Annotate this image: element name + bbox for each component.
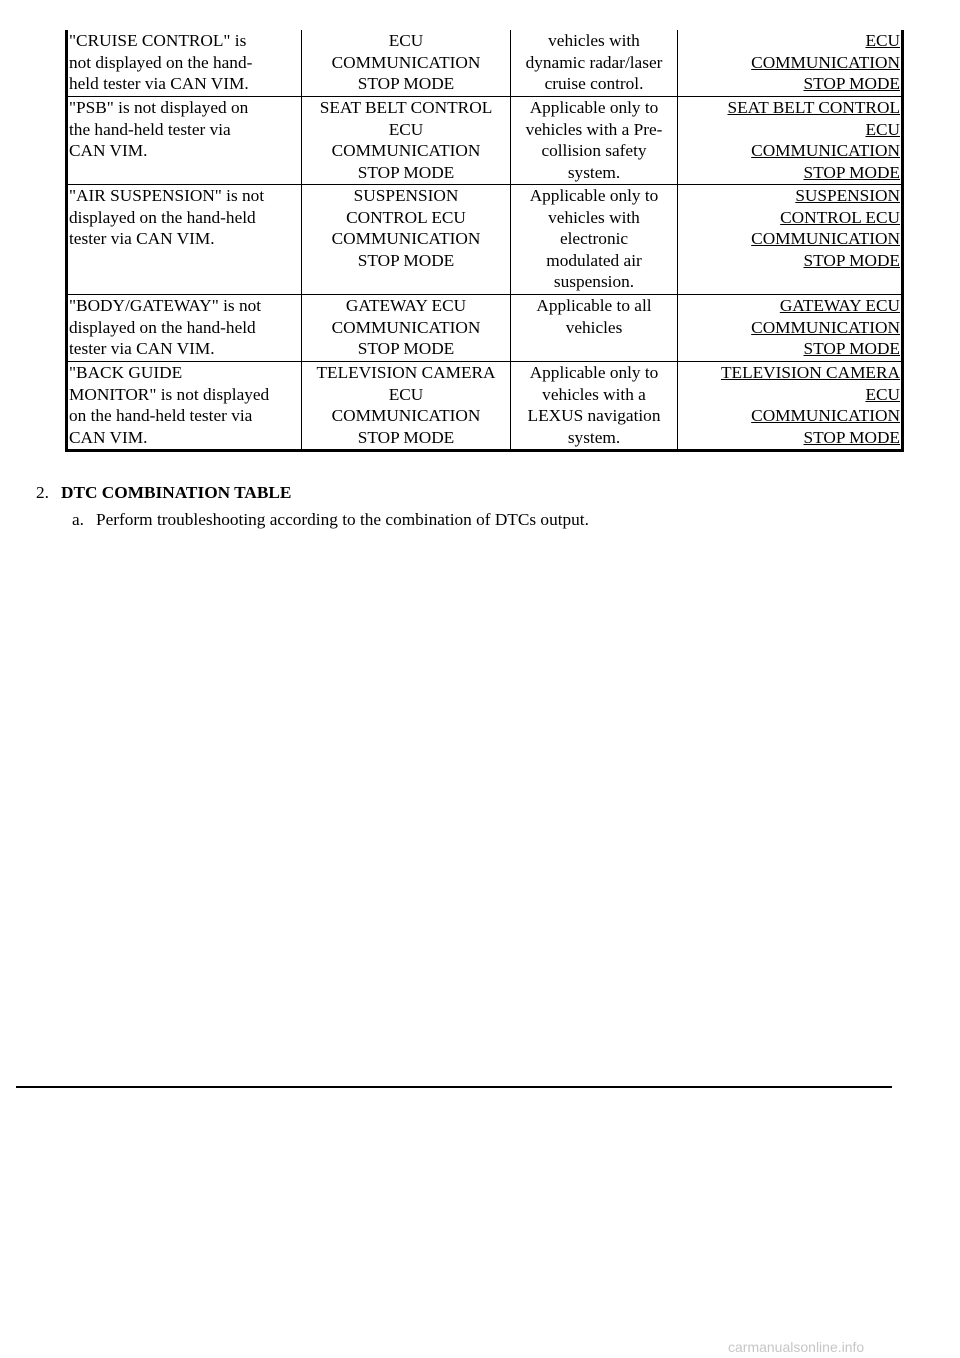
symptom-line: MONITOR" is not displayed — [69, 384, 270, 404]
link-line[interactable]: GATEWAY ECU — [779, 296, 900, 315]
mode-line: ECU — [388, 384, 424, 404]
link-line[interactable]: SUSPENSION — [795, 186, 900, 205]
symptom-line: "CRUISE CONTROL" is — [69, 31, 247, 50]
table-body — [67, 30, 903, 451]
mode-line: ECU — [388, 31, 424, 50]
step-label: a. — [72, 510, 84, 529]
note-line: system. — [567, 162, 621, 182]
link-line[interactable]: ECU — [865, 31, 900, 50]
note-line: vehicles with — [548, 31, 640, 50]
suspension-control-ecu-link[interactable] — [679, 185, 900, 271]
table-row — [67, 30, 903, 97]
symptom-line: "PSB" is not displayed on — [69, 98, 249, 117]
symptom-cell — [67, 97, 302, 185]
mode-cell — [302, 30, 511, 97]
link-line[interactable]: COMMUNICATION — [751, 406, 900, 426]
note-cell — [511, 185, 678, 295]
symptom-cell — [67, 30, 302, 97]
note-line: Applicable only to — [529, 363, 659, 382]
table-row — [67, 295, 903, 362]
note-line: electronic — [559, 229, 629, 249]
symptom-cell — [67, 295, 302, 362]
watermark: carmanualsonline.info — [728, 1339, 865, 1355]
mode-line: CONTROL ECU — [346, 207, 466, 227]
link-line[interactable]: TELEVISION CAMERA — [720, 363, 900, 382]
note-line: vehicles with a Pre- — [525, 119, 663, 139]
note-cell — [511, 295, 678, 362]
mode-line: STOP MODE — [357, 250, 455, 270]
note-cell — [511, 362, 678, 451]
mode-cell — [302, 185, 511, 295]
link-line[interactable]: STOP MODE — [803, 427, 900, 447]
mode-line: GATEWAY ECU — [345, 296, 467, 315]
link-line[interactable]: COMMUNICATION — [751, 141, 900, 161]
symptom-line: displayed on the hand-held — [69, 207, 256, 227]
symptom-line: CAN VIM. — [69, 141, 148, 161]
link-line[interactable]: SEAT BELT CONTROL — [727, 98, 900, 117]
mode-line: COMMUNICATION — [331, 141, 481, 161]
link-line[interactable]: STOP MODE — [803, 74, 900, 94]
symptom-line: on the hand-held tester via — [69, 406, 253, 426]
symptom-line: held tester via CAN VIM. — [69, 74, 249, 94]
mode-line: STOP MODE — [357, 427, 455, 447]
mode-line: STOP MODE — [357, 74, 455, 94]
mode-line: STOP MODE — [357, 162, 455, 182]
table-row — [67, 362, 903, 451]
note-line: modulated air — [546, 250, 642, 270]
link-line[interactable]: STOP MODE — [803, 162, 900, 182]
link-cell — [678, 30, 903, 97]
symptom-cell — [67, 362, 302, 451]
link-line[interactable]: COMMUNICATION — [751, 317, 900, 337]
link-cell — [678, 295, 903, 362]
television-camera-ecu-link[interactable] — [679, 362, 900, 448]
mode-line: STOP MODE — [357, 339, 455, 359]
link-line[interactable]: COMMUNICATION — [751, 229, 900, 249]
mode-cell — [302, 362, 511, 451]
seat-belt-control-ecu-link[interactable] — [679, 97, 900, 183]
note-line: system. — [567, 427, 621, 447]
link-cell — [678, 97, 903, 185]
step-item — [72, 510, 589, 530]
table-row — [67, 185, 903, 295]
mode-line: ECU — [388, 119, 424, 139]
link-line[interactable]: STOP MODE — [803, 339, 900, 359]
mode-cell — [302, 97, 511, 185]
note-cell — [511, 97, 678, 185]
mode-line: COMMUNICATION — [331, 317, 481, 337]
mode-line: SEAT BELT CONTROL — [319, 98, 493, 117]
note-line: dynamic radar/laser — [525, 52, 663, 72]
section-heading — [36, 483, 291, 503]
table-row — [67, 97, 903, 185]
note-line: Applicable to all — [536, 296, 652, 315]
mode-line: COMMUNICATION — [331, 52, 481, 72]
note-line: vehicles with a — [542, 384, 646, 404]
footer-divider — [16, 1086, 892, 1088]
link-line[interactable]: COMMUNICATION — [751, 52, 900, 72]
note-line: vehicles with — [548, 207, 640, 227]
symptom-line: not displayed on the hand- — [69, 52, 253, 72]
note-line: cruise control. — [544, 74, 644, 94]
symptom-line: displayed on the hand-held — [69, 317, 256, 337]
note-line: collision safety — [541, 141, 647, 161]
symptom-line: "BACK GUIDE — [69, 363, 183, 382]
symptom-cell — [67, 185, 302, 295]
link-line[interactable]: ECU — [865, 119, 900, 139]
note-cell — [511, 30, 678, 97]
mode-cell — [302, 295, 511, 362]
mode-line: SUSPENSION — [353, 186, 459, 205]
note-line: Applicable only to — [529, 98, 659, 117]
note-line: Applicable only to — [529, 186, 659, 205]
symptom-line: the hand-held tester via — [69, 119, 231, 139]
mode-line: COMMUNICATION — [331, 229, 481, 249]
symptom-line: tester via CAN VIM. — [69, 339, 215, 359]
note-line: suspension. — [553, 272, 635, 292]
note-line: LEXUS navigation — [527, 406, 661, 426]
step-text: Perform troubleshooting according to the combination of DTCs output. — [96, 510, 589, 529]
symptom-line: "AIR SUSPENSION" is not — [69, 186, 265, 205]
symptom-line: "BODY/GATEWAY" is not — [69, 296, 262, 315]
link-cell — [678, 185, 903, 295]
symptom-line: tester via CAN VIM. — [69, 229, 215, 249]
link-line[interactable]: CONTROL ECU — [780, 207, 900, 227]
symptom-line: CAN VIM. — [69, 427, 148, 447]
link-line[interactable]: STOP MODE — [803, 250, 900, 270]
gateway-ecu-link[interactable] — [679, 295, 900, 360]
link-line[interactable]: ECU — [865, 384, 900, 404]
mode-line: TELEVISION CAMERA — [316, 363, 496, 382]
section-title: DTC COMBINATION TABLE — [60, 483, 292, 502]
section-number: 2. — [36, 483, 49, 502]
note-line: vehicles — [565, 317, 623, 337]
ecu-communication-stop-mode-link[interactable] — [679, 30, 900, 95]
can-vim-troubleshooting-table — [65, 30, 904, 452]
mode-line: COMMUNICATION — [331, 406, 481, 426]
link-cell — [678, 362, 903, 451]
